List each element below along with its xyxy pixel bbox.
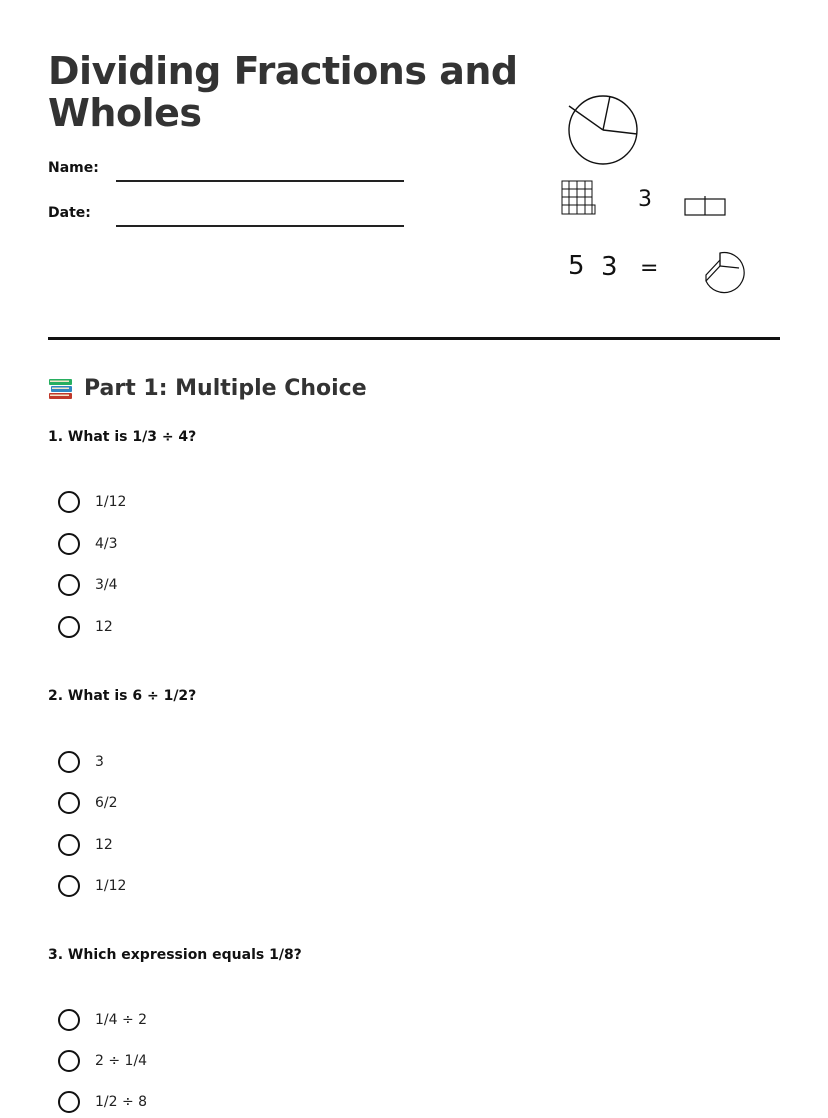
pie-circle-icon — [569, 96, 637, 164]
q3-option-c[interactable] — [58, 1089, 147, 1115]
q1-option-d[interactable] — [58, 614, 113, 640]
q1-option-a[interactable] — [58, 489, 126, 515]
radio-button[interactable] — [58, 834, 80, 856]
date-field[interactable] — [116, 225, 404, 227]
name-label: Name: — [48, 160, 99, 176]
q2-option-b[interactable] — [58, 790, 118, 816]
question-2: 2. What is 6 ÷ 1/2? — [48, 688, 197, 704]
radio-button[interactable] — [58, 1009, 80, 1031]
date-label: Date: — [48, 205, 91, 221]
q2-option-d[interactable] — [58, 873, 126, 899]
radio-button[interactable] — [58, 751, 80, 773]
option-label: 6/2 — [95, 795, 118, 811]
bar-model-icon — [685, 196, 725, 215]
grid-block-icon — [562, 181, 595, 214]
q1-option-c[interactable] — [58, 572, 118, 598]
fraction-wedge-icon — [706, 253, 744, 293]
illustration-number-3: 3 — [638, 187, 652, 212]
q3-option-b[interactable] — [58, 1048, 147, 1074]
option-label: 12 — [95, 619, 113, 635]
radio-button[interactable] — [58, 533, 80, 555]
radio-button[interactable] — [58, 792, 80, 814]
q2-option-a[interactable] — [58, 749, 104, 775]
question-1: 1. What is 1/3 ÷ 4? — [48, 429, 197, 445]
q3-option-a[interactable] — [58, 1007, 147, 1033]
option-label: 1/4 ÷ 2 — [95, 1012, 148, 1028]
books-icon — [48, 374, 74, 402]
math-illustration — [548, 88, 758, 298]
radio-button[interactable] — [58, 1050, 80, 1072]
option-label: 3 — [95, 754, 104, 770]
q1-option-b[interactable] — [58, 531, 118, 557]
radio-button[interactable] — [58, 875, 80, 897]
option-label: 3/4 — [95, 577, 118, 593]
option-label: 1/12 — [95, 878, 127, 894]
radio-button[interactable] — [58, 1091, 80, 1113]
option-label: 1/2 ÷ 8 — [95, 1094, 148, 1110]
radio-button[interactable] — [58, 491, 80, 513]
illustration-number-3b: 3 — [601, 252, 618, 282]
name-field[interactable] — [116, 180, 404, 182]
illustration-equals: = — [640, 256, 659, 281]
question-3: 3. Which expression equals 1/8? — [48, 947, 302, 963]
radio-button[interactable] — [58, 574, 80, 596]
part1-heading-text: Part 1: Multiple Choice — [84, 375, 367, 401]
option-label: 2 ÷ 1/4 — [95, 1053, 148, 1069]
radio-button[interactable] — [58, 616, 80, 638]
q2-option-c[interactable] — [58, 832, 113, 858]
part1-heading — [48, 374, 367, 402]
illustration-number-5: 5 — [568, 251, 585, 281]
option-label: 12 — [95, 837, 113, 853]
option-label: 1/12 — [95, 494, 127, 510]
section-divider — [48, 337, 780, 340]
option-label: 4/3 — [95, 536, 118, 552]
page-title: Dividing Fractions and Wholes — [48, 49, 518, 135]
